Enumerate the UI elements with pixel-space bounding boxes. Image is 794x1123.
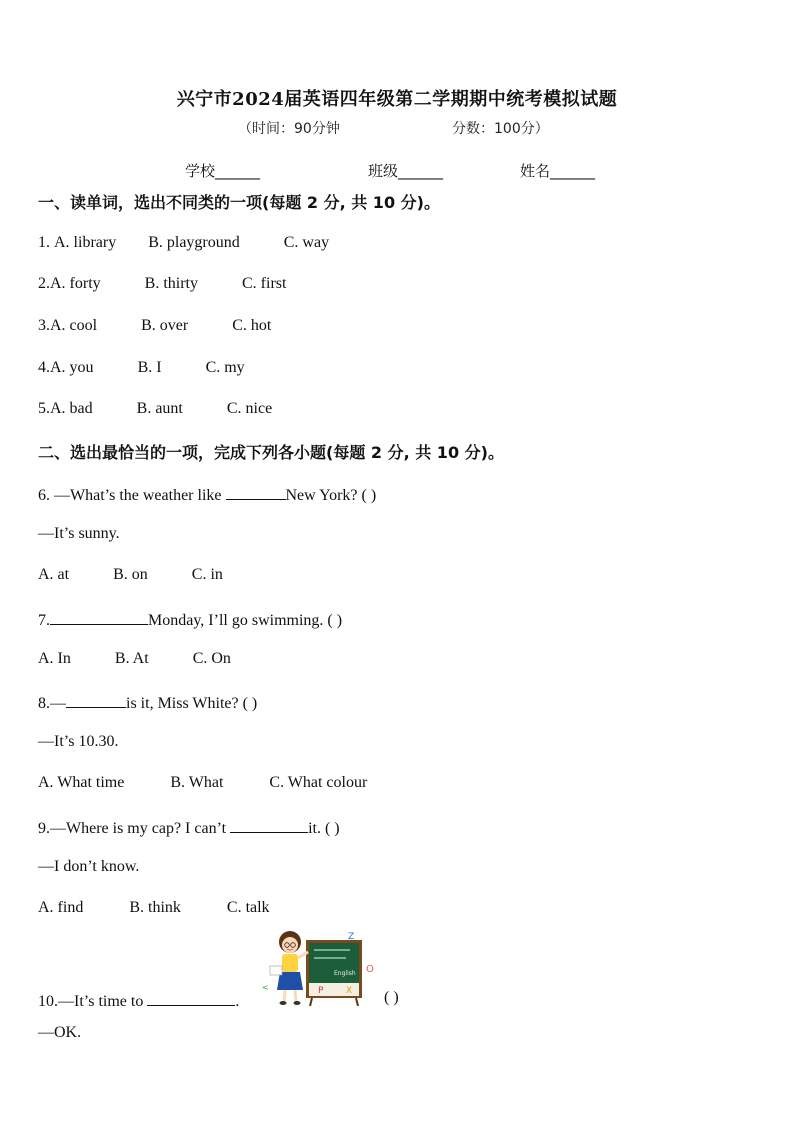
question-number: 3. <box>38 317 50 334</box>
option-c[interactable]: C. On <box>192 650 231 667</box>
question-9 <box>38 816 340 838</box>
name-field[interactable]: 姓名______ <box>520 162 596 180</box>
question-text-end: it. ( ) <box>308 820 340 837</box>
question-8-reply: —It’s 10.30. <box>38 733 119 750</box>
class-field[interactable]: 班级______ <box>368 162 444 180</box>
question-7-options <box>38 650 231 668</box>
board-text: English <box>334 970 356 977</box>
option-a[interactable]: A. you <box>50 359 94 376</box>
question-number: 1. <box>38 234 54 251</box>
section1-heading: 一、读单词，选出不同类的一项(每题 2 分, 共 10 分)。 <box>38 193 440 212</box>
question-6 <box>38 483 376 505</box>
question-3 <box>38 317 271 335</box>
question-9-options <box>38 899 270 917</box>
svg-text:Z: Z <box>348 932 355 942</box>
option-c[interactable]: C. in <box>191 566 223 583</box>
option-b[interactable]: B. aunt <box>136 400 183 417</box>
option-a[interactable]: A. find <box>38 899 84 916</box>
teacher-chalkboard-illustration <box>260 928 380 1006</box>
question-4 <box>38 359 245 377</box>
option-a[interactable]: A. at <box>38 566 70 583</box>
score-label: 分数：100分） <box>452 121 549 137</box>
question-8-options <box>38 774 367 792</box>
svg-text:<: < <box>262 983 269 992</box>
question-6-reply: —It’s sunny. <box>38 525 120 542</box>
answer-blank[interactable] <box>226 483 286 500</box>
answer-blank[interactable] <box>50 608 148 625</box>
option-b[interactable]: B. over <box>141 317 189 334</box>
answer-blank[interactable] <box>147 989 235 1006</box>
answer-blank[interactable] <box>66 691 126 708</box>
option-a[interactable]: A. In <box>38 650 71 667</box>
svg-text:X: X <box>346 986 353 996</box>
option-a[interactable]: A. bad <box>50 400 93 417</box>
question-text: 7. <box>38 612 50 629</box>
option-b[interactable]: B. on <box>113 566 148 583</box>
option-c[interactable]: C. my <box>205 359 245 376</box>
option-b[interactable]: B. At <box>114 650 149 667</box>
question-10-reply: —OK. <box>38 1024 82 1041</box>
school-field[interactable]: 学校______ <box>185 162 261 180</box>
option-a[interactable]: A. cool <box>50 317 98 334</box>
question-text: 9.—Where is my cap? I can’t <box>38 820 231 837</box>
answer-blank[interactable] <box>230 816 308 833</box>
option-b[interactable]: B. What <box>170 774 224 791</box>
option-c[interactable]: C. What colour <box>269 774 368 791</box>
question-9-reply: —I don’t know. <box>38 858 140 875</box>
teacher-icon <box>260 928 380 1006</box>
option-a[interactable]: A. forty <box>50 275 101 292</box>
question-number: 5. <box>38 400 50 417</box>
question-1 <box>38 234 329 252</box>
time-label: （时间：90分钟 <box>238 121 340 137</box>
question-6-options <box>38 566 223 584</box>
question-text-end: . <box>235 993 240 1010</box>
question-text: 10.—It’s time to <box>38 993 148 1010</box>
page-title: 兴宁市2024届英语四年级第二学期期中统考模拟试题 <box>176 89 618 110</box>
option-c[interactable]: C. hot <box>232 317 272 334</box>
question-2 <box>38 275 286 293</box>
option-c[interactable]: C. way <box>283 234 330 251</box>
question-5 <box>38 400 272 418</box>
question-text-end: is it, Miss White? ( ) <box>126 695 258 712</box>
option-c[interactable]: C. first <box>242 275 287 292</box>
question-number: 4. <box>38 359 50 376</box>
option-c[interactable]: C. talk <box>226 899 270 916</box>
question-text: 8.— <box>38 695 66 712</box>
section2-heading: 二、选出最恰当的一项，完成下列各小题(每题 2 分, 共 10 分)。 <box>38 443 504 462</box>
question-7 <box>38 608 342 630</box>
svg-text:P: P <box>318 986 324 996</box>
option-a[interactable]: A. What time <box>38 774 125 791</box>
option-b[interactable]: B. I <box>137 359 162 376</box>
option-b[interactable]: B. playground <box>148 234 240 251</box>
option-a[interactable]: A. library <box>54 234 117 251</box>
question-8 <box>38 691 257 713</box>
question-text-end: Monday, I’ll go swimming. ( ) <box>148 612 343 629</box>
option-c[interactable]: C. nice <box>226 400 273 417</box>
option-b[interactable]: B. think <box>129 899 181 916</box>
question-text-end: New York? ( ) <box>285 487 377 504</box>
question-number: 2. <box>38 275 50 292</box>
answer-paren[interactable]: ( ) <box>384 989 399 1006</box>
question-text: 6. —What’s the weather like <box>38 487 226 504</box>
svg-text:O: O <box>366 964 374 975</box>
option-b[interactable]: B. thirty <box>144 275 198 292</box>
question-10 <box>38 989 239 1011</box>
